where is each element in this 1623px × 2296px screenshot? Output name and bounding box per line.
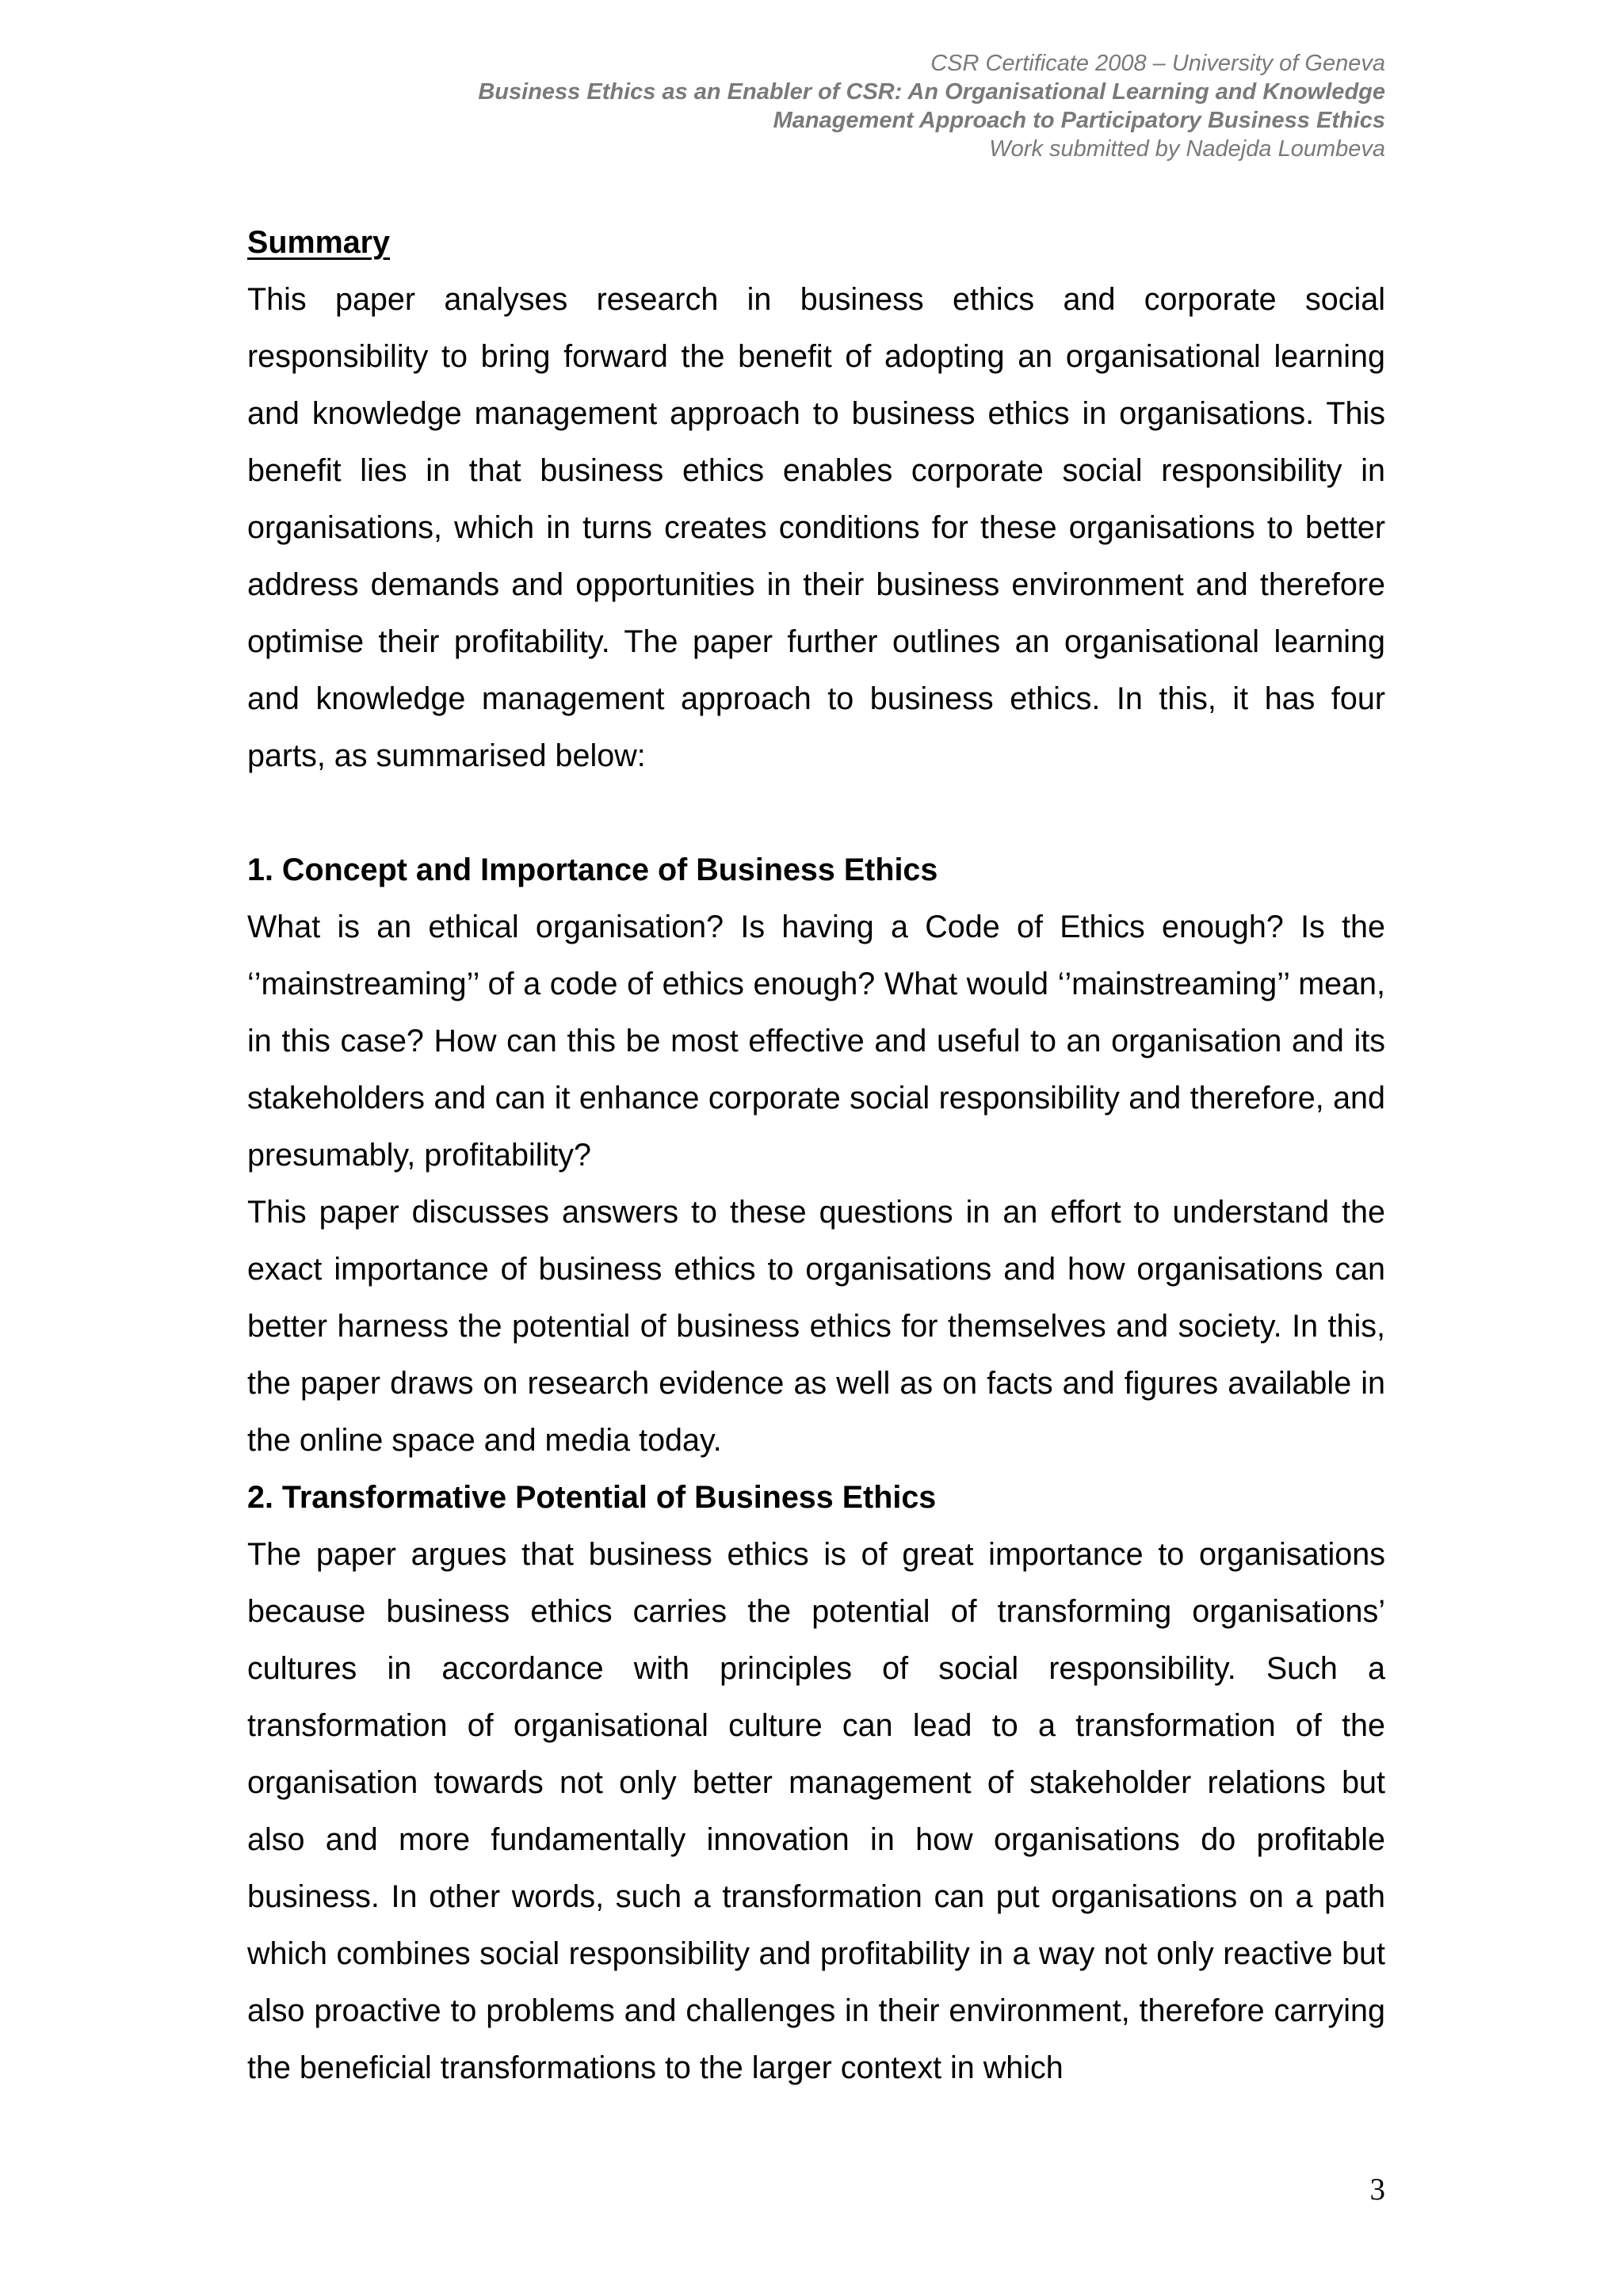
header-certificate-line: CSR Certificate 2008 – University of Geneva [930, 51, 1385, 76]
section-1-heading: 1. Concept and Importance of Business Ethics [247, 852, 938, 887]
section-1-paragraph-1: What is an ethical organisation? Is having a Code of Ethics enough? Is the ‘’mainstreaming’’ of a code of ethics enough? What would ‘’mainstreaming’’ mean, in this case? How can this be most effective and useful to an organisation and its stakeholders and can it enhance corporate social responsibility and therefore, and presumably, profitability? [247, 910, 1385, 1173]
section-2-paragraph: The paper argues that business ethics is of great importance to organisations because business ethics carries the potential of transforming organisations’ cultures in accordance with principles of social responsibility. Such a transformation of organisational culture can lead to a transformation of the organisation towards not only better management of stakeholder relations but also and more fundamentally innovation in how organisations do profitable business. In other words, such a transformation can put organisations on a path which combines social responsibility and profitability in a way not only reactive but also proactive to problems and challenges in their environment, therefore carrying the beneficial transformations to the larger context in which [247, 1537, 1385, 2085]
header-title-line-1: Business Ethics as an Enabler of CSR: An Organisational Learning and Knowledge [478, 79, 1385, 105]
section-2-heading: 2. Transformative Potential of Business Ethics [247, 1480, 937, 1515]
document-body [247, 214, 1385, 2096]
header-title-line-2: Management Approach to Participatory Business Ethics [773, 108, 1385, 133]
summary-heading: Summary [247, 225, 391, 260]
section-1-paragraph-2: This paper discusses answers to these questions in an effort to understand the exact importance of business ethics to organisations and how organisations can better harness the potential of business ethics for themselves and society. In this, the paper draws on research evidence as well as on facts and figures available in the online space and media today. [247, 1195, 1385, 1458]
section-spacer [247, 784, 1385, 841]
header-author-line: Work submitted by Nadejda Loumbeva [989, 136, 1385, 162]
page-number: 3 [1369, 2172, 1385, 2206]
summary-paragraph: This paper analyses research in business ethics and corporate social responsibility to bring forward the benefit of adopting an organisational learning and knowledge management approach to business ethics in organisations. This benefit lies in that business ethics enables corporate social responsibility in organisations, which in turns creates conditions for these organisations to better address demands and opportunities in their business environment and therefore optimise their profitability. The paper further outlines an organisational learning and knowledge management approach to business ethics. In this, it has four parts, as summarised below: [247, 282, 1385, 773]
running-header [117, 49, 1385, 163]
